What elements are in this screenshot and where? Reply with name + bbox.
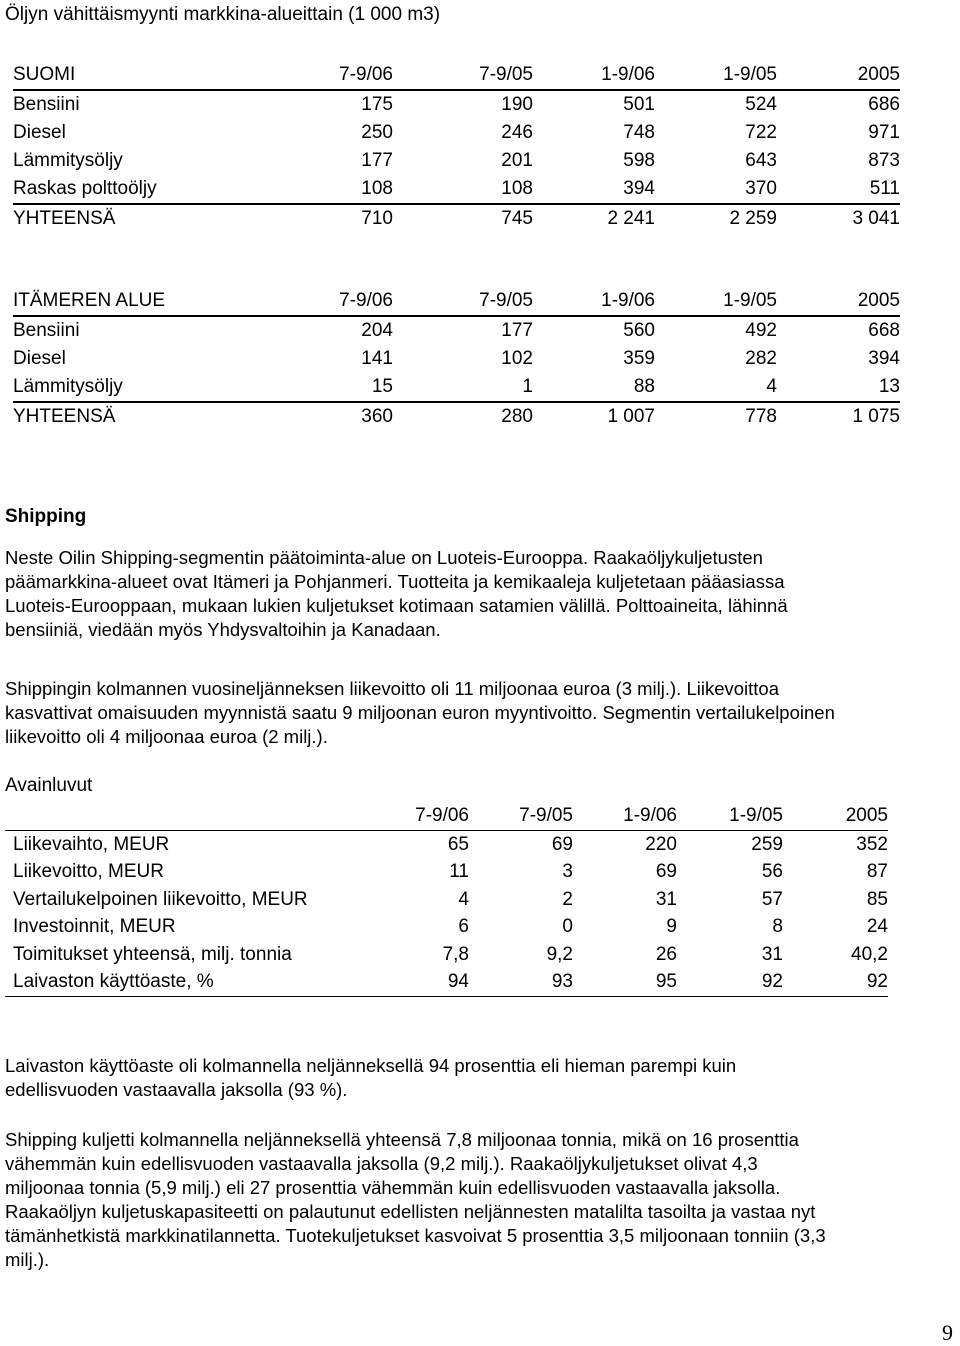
text-line: bensiiniä, viedään myös Yhdysvaltoihin ja Kanadaan.	[5, 619, 441, 640]
cell: 1	[393, 373, 533, 402]
cell: 560	[623, 320, 655, 341]
cell: 69	[551, 833, 573, 855]
cell: 722	[745, 122, 777, 143]
row-label: YHTEENSÄ	[13, 208, 116, 229]
cell: 204	[361, 320, 393, 341]
text-line: edellisvuoden vastaavalla jaksolla (93 %).	[5, 1079, 348, 1100]
text-line: Raakaöljyn kuljetuskapasiteetti on palautunut edellisten neljännesten matalilta tasoilta ja vastaa nyt	[5, 1201, 816, 1222]
cell: 394	[533, 175, 655, 204]
cell: 92	[783, 968, 888, 996]
cell: 15	[273, 373, 393, 402]
table-row	[13, 373, 900, 402]
row-label: YHTEENSÄ	[13, 406, 116, 427]
cell: 280	[501, 406, 533, 427]
cell: 748	[623, 122, 655, 143]
cell: 88	[533, 373, 655, 402]
col-header: 2005	[777, 61, 900, 90]
table-row	[13, 90, 900, 119]
cell: 65	[447, 833, 469, 855]
cell: 24	[866, 916, 888, 937]
col-header: 7-9/06	[401, 802, 469, 830]
cell: 643	[745, 150, 777, 171]
cell: 598	[623, 150, 655, 171]
cell: 1 075	[852, 406, 900, 427]
cell: 778	[745, 406, 777, 427]
col-header: 7-9/05	[469, 802, 573, 830]
cell: 7,8	[442, 943, 469, 965]
table-row	[5, 830, 888, 858]
text-line: liikevoitto oli 4 miljoonaa euroa (2 milj.).	[5, 726, 328, 747]
cell: 370	[655, 175, 777, 204]
col-header: 2005	[783, 802, 888, 830]
text-line: Luoteis-Eurooppaan, mukaan lukien kuljetukset kotimaan satamien välillä. Polttoaineita, lähinnä	[5, 595, 788, 616]
paragraph-shipping-intro	[5, 546, 960, 642]
row-label: Laivaston käyttöaste, %	[5, 968, 401, 996]
cell: 87	[866, 861, 888, 882]
cell: 93	[469, 968, 573, 996]
cell: 177	[501, 320, 533, 341]
cell: 2 241	[607, 208, 655, 229]
paragraph-shipping-volumes	[5, 1128, 960, 1272]
text-line: tämänhetkistä markkinatilannetta. Tuotekuljetukset kasvoivat 5 prosenttia 3,5 miljoonaan tonniin (3,3	[5, 1225, 826, 1246]
cell: 40,2	[851, 943, 888, 965]
table-itameri	[13, 287, 900, 431]
col-header: 7-9/06	[273, 287, 393, 316]
text-line: kasvattivat omaisuuden myynnistä saatu 9 miljoonan euron myyntivoitto. Segmentin vertailukelpoinen	[5, 702, 835, 723]
cell: 710	[361, 208, 393, 229]
cell: 492	[745, 320, 777, 341]
cell: 971	[868, 122, 900, 143]
table-row	[5, 886, 888, 914]
table-suomi	[13, 61, 900, 233]
cell: 177	[361, 150, 393, 171]
table-row	[13, 316, 900, 345]
paragraph-shipping-profit	[5, 677, 960, 749]
cell: 686	[868, 94, 900, 115]
table-header-row	[13, 287, 900, 316]
cell: 352	[856, 833, 888, 855]
cell: 394	[868, 348, 900, 369]
row-label: Diesel	[13, 122, 66, 143]
table-header-row	[5, 802, 888, 830]
cell: 9,2	[546, 943, 573, 965]
row-label: Toimitukset yhteensä, milj. tonnia	[13, 943, 292, 965]
text-line: päämarkkina-alueet ovat Itämeri ja Pohjanmeri. Tuotteita ja kemikaaleja kuljetetaan pääasiassa	[5, 571, 785, 592]
col-header: 1-9/05	[655, 61, 777, 90]
table-avainluvut	[5, 802, 888, 997]
cell: 250	[361, 122, 393, 143]
cell: 141	[361, 348, 393, 369]
table-row	[5, 858, 888, 886]
cell: 31	[655, 888, 677, 910]
avainluvut-label: Avainluvut	[5, 775, 93, 796]
row-label: Investoinnit, MEUR	[13, 916, 176, 937]
text-line: Shipping kuljetti kolmannella neljänneksellä yhteensä 7,8 miljoonaa tonnia, mikä on 16 prosenttia	[5, 1129, 799, 1150]
text-line: Laivaston käyttöaste oli kolmannella neljänneksellä 94 prosenttia eli hieman parempi kuin	[5, 1055, 737, 1076]
cell: 4	[458, 888, 469, 910]
cell: 259	[751, 833, 783, 855]
cell: 246	[501, 122, 533, 143]
table-row	[13, 147, 900, 175]
cell: 8	[772, 916, 783, 937]
row-label: Diesel	[13, 348, 66, 369]
cell: 175	[361, 94, 393, 115]
col-header: 1-9/06	[573, 802, 677, 830]
cell: 13	[777, 373, 900, 402]
cell: 2 259	[729, 208, 777, 229]
cell: 3 041	[852, 208, 900, 229]
row-label: Liikevoitto, MEUR	[13, 861, 164, 882]
table-row	[13, 345, 900, 373]
text-line: Neste Oilin Shipping-segmentin päätoiminta-alue on Luoteis-Eurooppa. Raakaöljykuljetusten	[5, 547, 763, 568]
page-number: 9	[942, 1320, 953, 1345]
text-line: Shippingin kolmannen vuosineljänneksen liikevoitto oli 11 miljoonaa euroa (3 milj.). Liikevoittoa	[5, 678, 780, 699]
cell: 190	[501, 94, 533, 115]
table-header-row	[13, 61, 900, 90]
col-header: 2005	[777, 287, 900, 316]
row-label: Lämmitysöljy	[13, 373, 273, 402]
col-header: 1-9/05	[677, 802, 783, 830]
paragraph-fleet-utilization	[5, 1054, 960, 1102]
col-header: 1-9/05	[655, 287, 777, 316]
cell: 3	[562, 861, 573, 882]
col-header: 1-9/06	[533, 287, 655, 316]
cell: 57	[761, 888, 783, 910]
row-label: Liikevaihto, MEUR	[13, 833, 170, 855]
row-label: Lämmitysöljy	[13, 150, 123, 171]
cell: 282	[745, 348, 777, 369]
region-name: SUOMI	[13, 61, 273, 90]
cell: 56	[761, 861, 783, 882]
col-header-empty	[5, 802, 401, 830]
cell: 359	[623, 348, 655, 369]
row-label: Vertailukelpoinen liikevoitto, MEUR	[13, 888, 308, 910]
table-total-row	[13, 204, 900, 233]
cell: 2	[562, 888, 573, 910]
cell: 102	[501, 348, 533, 369]
table-row	[5, 968, 888, 996]
col-header: 7-9/06	[273, 61, 393, 90]
row-label: Bensiini	[13, 94, 80, 115]
text-line: vähemmän kuin edellisvuoden vastaavalla jaksolla (9,2 milj.). Raakaöljykuljetukset olivat 4,3	[5, 1153, 758, 1174]
cell: 26	[655, 943, 677, 965]
cell: 1 007	[607, 406, 655, 427]
row-label: Bensiini	[13, 320, 80, 341]
cell: 95	[573, 968, 677, 996]
cell: 9	[666, 916, 677, 937]
table-row	[13, 175, 900, 204]
cell: 201	[501, 150, 533, 171]
cell: 31	[761, 943, 783, 965]
table-row	[5, 913, 888, 941]
cell: 360	[361, 406, 393, 427]
table-row	[5, 941, 888, 969]
region-name: ITÄMEREN ALUE	[13, 287, 273, 316]
cell: 69	[655, 861, 677, 882]
col-header: 7-9/05	[393, 61, 533, 90]
text-line: milj.).	[5, 1249, 50, 1270]
cell: 11	[449, 861, 469, 882]
cell: 524	[745, 94, 777, 115]
section-heading-shipping: Shipping	[5, 506, 87, 527]
table-row	[13, 119, 900, 147]
cell: 668	[868, 320, 900, 341]
cell: 873	[868, 150, 900, 171]
table-total-row	[13, 402, 900, 431]
cell: 4	[655, 373, 777, 402]
cell: 745	[501, 208, 533, 229]
col-header: 1-9/06	[533, 61, 655, 90]
cell: 108	[393, 175, 533, 204]
cell: 85	[866, 888, 888, 910]
page-title: Öljyn vähittäismyynti markkina-alueittain (1 000 m3)	[5, 4, 441, 25]
cell: 501	[623, 94, 655, 115]
cell: 220	[645, 833, 677, 855]
col-header: 7-9/05	[393, 287, 533, 316]
cell: 0	[562, 916, 573, 937]
cell: 6	[458, 916, 469, 937]
row-label: Raskas polttoöljy	[13, 175, 273, 204]
text-line: miljoonaa tonnia (5,9 milj.) eli 27 prosenttia vähemmän kuin edellisvuoden vastaavalla jaksolla.	[5, 1177, 781, 1198]
cell: 108	[273, 175, 393, 204]
cell: 92	[677, 968, 783, 996]
cell: 94	[401, 968, 469, 996]
cell: 511	[777, 175, 900, 204]
